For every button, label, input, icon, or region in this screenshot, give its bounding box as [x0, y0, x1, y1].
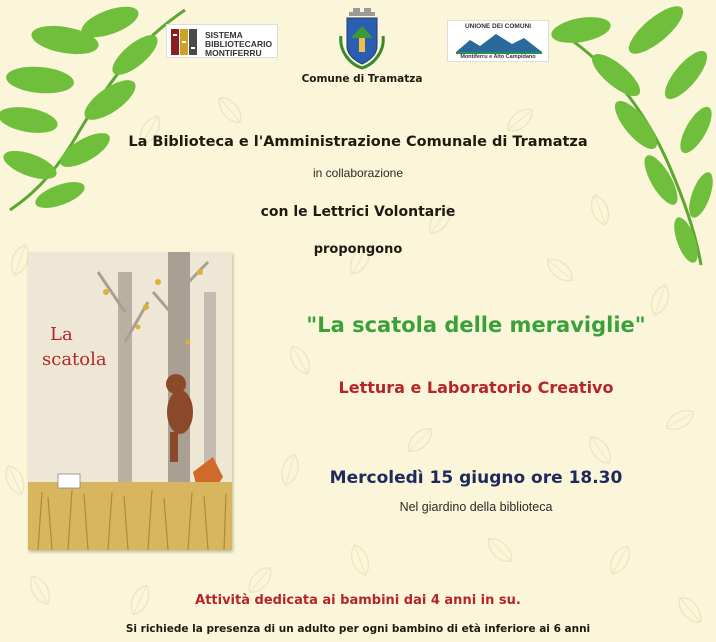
- sistema-logo-text: SISTEMA BIBLIOTECARIO MONTIFERRU: [205, 30, 273, 58]
- book-illustration: [28, 252, 232, 550]
- books-icon: [171, 29, 201, 55]
- book-title-line1: La: [50, 324, 73, 345]
- event-subtitle: Lettura e Laboratorio Creativo: [338, 378, 614, 397]
- comune-caption: Comune di Tramatza: [301, 73, 423, 85]
- unione-comuni-logo: UNIONE DEI COMUNI Montiferru e Alto Campidano: [447, 20, 549, 62]
- sistema-bibliotecario-logo: [166, 24, 278, 58]
- propose-text: propongono: [313, 242, 403, 257]
- partners-text: con le Lettrici Volontarie: [260, 204, 456, 220]
- comune-coat-of-arms-icon: [335, 8, 389, 72]
- event-place: Nel giardino della biblioteca: [399, 500, 553, 514]
- collaboration-text: in collaborazione: [312, 166, 404, 180]
- adult-requirement-note: Si richiede la presenza di un adulto per ogni bambino di età inferiore ai 6 anni: [125, 623, 591, 635]
- mountains-icon: [456, 32, 542, 54]
- book-cover-image: [28, 252, 232, 550]
- event-date: Mercoledì 15 giugno ore 18.30: [329, 468, 623, 488]
- organizers-heading: La Biblioteca e l'Amministrazione Comunale di Tramatza: [128, 134, 588, 150]
- book-title-line2: scatola: [42, 349, 107, 370]
- event-title: "La scatola delle meraviglie": [306, 313, 646, 337]
- audience-text: Attività dedicata ai bambini dai 4 anni in su.: [195, 593, 521, 608]
